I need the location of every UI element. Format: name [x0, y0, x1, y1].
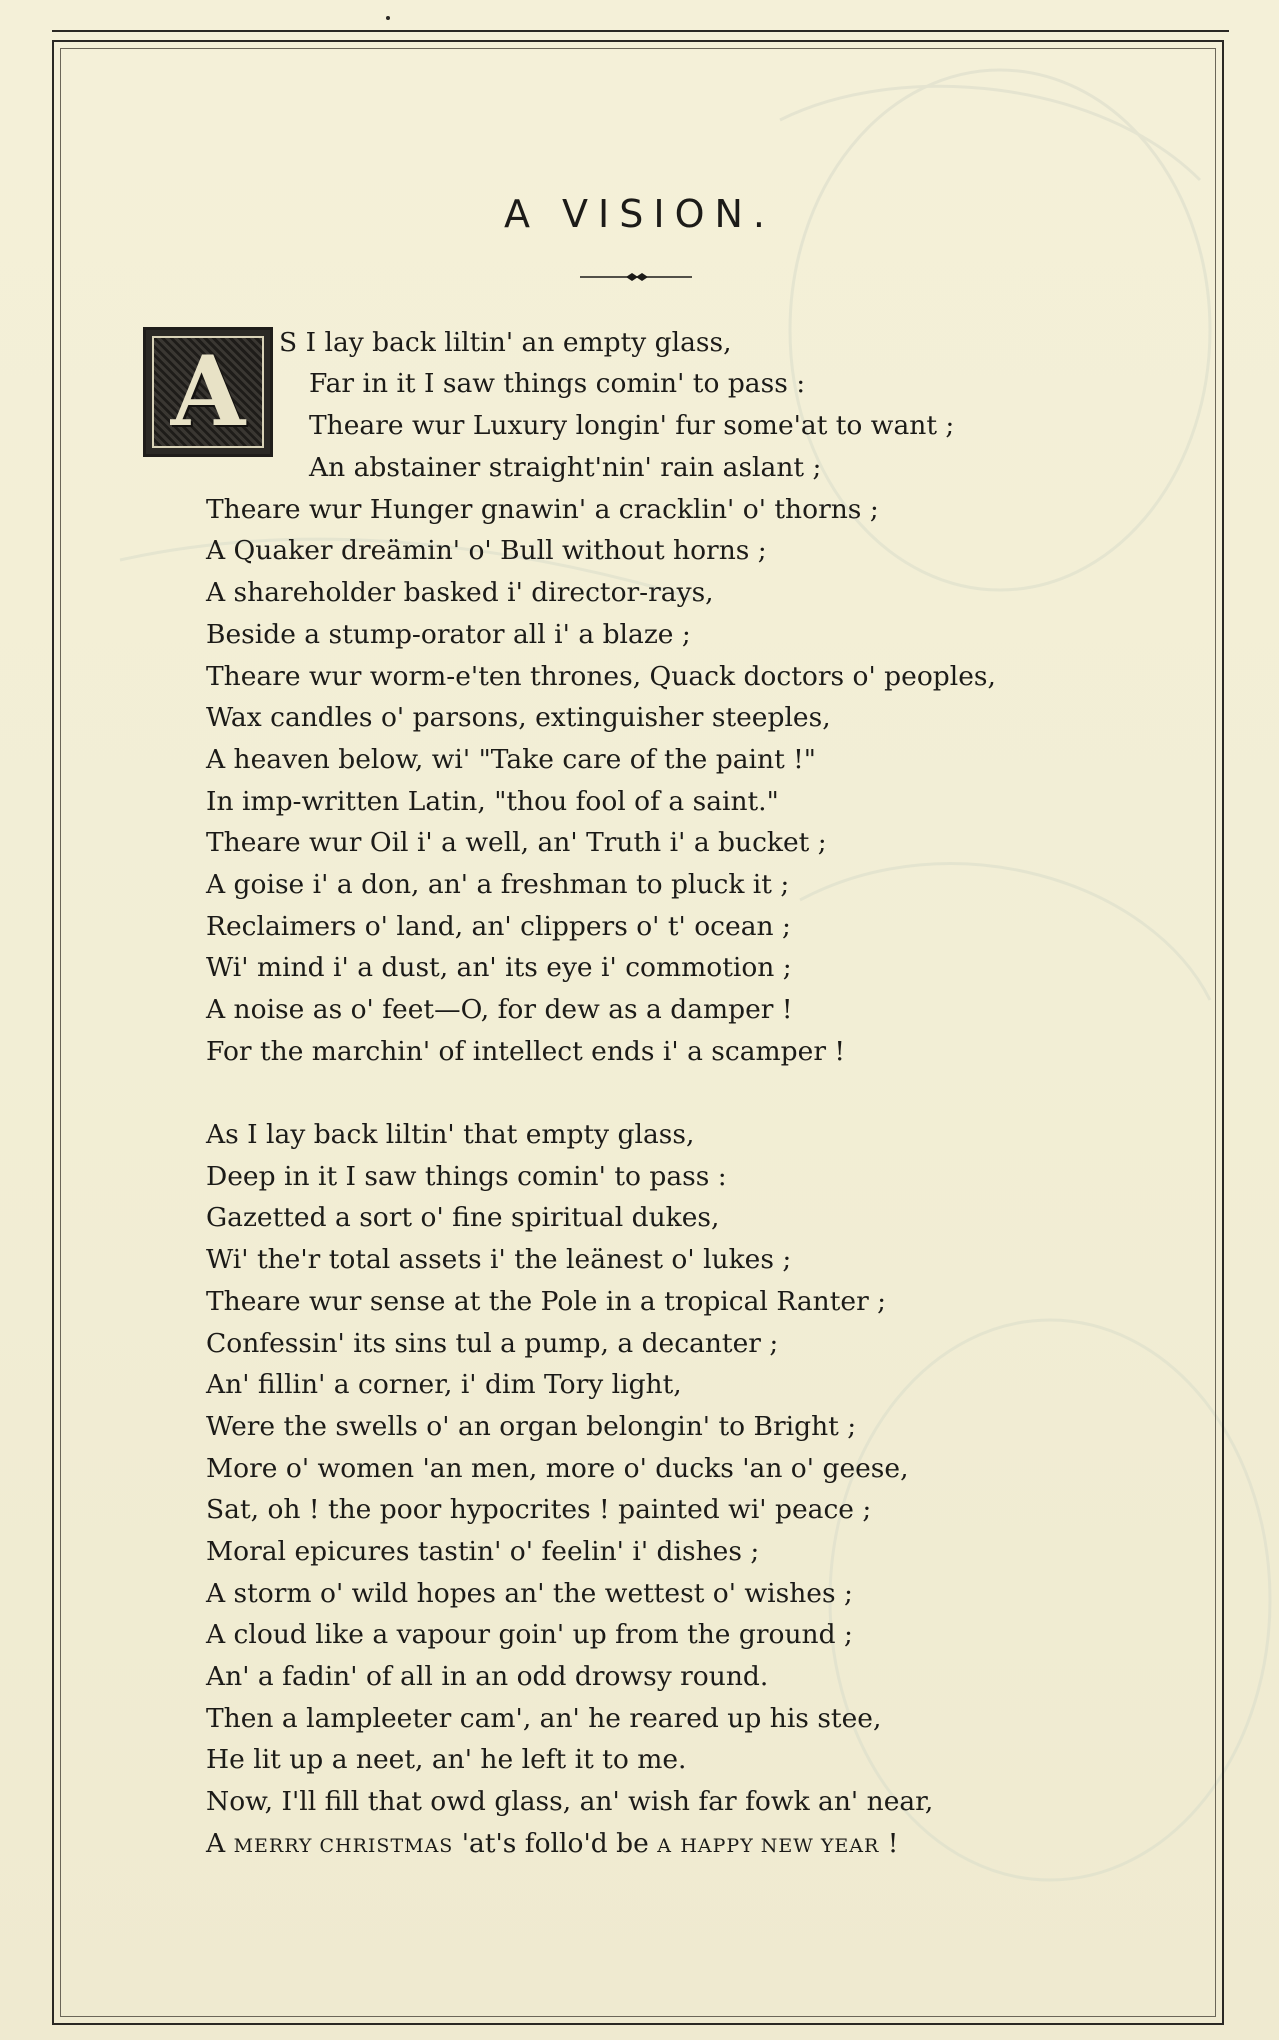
poem-line: Theare wur sense at the Pole in a tropical Ranter ; [206, 1286, 887, 1317]
poem-line: A cloud like a vapour goin' up from the ground ; [206, 1619, 853, 1650]
poem-line: Wi' the'r total assets i' the leänest o' lukes ; [206, 1244, 792, 1275]
page-title: A VISION. [503, 192, 776, 236]
final-a: A [206, 1828, 226, 1859]
poem-line: Beside a stump-orator all i' a blaze ; [206, 619, 691, 650]
poem-line: An' fillin' a corner, i' dim Tory light, [206, 1369, 682, 1400]
poem-line: S I lay back liltin' an empty glass, [279, 327, 732, 358]
poem-line: A shareholder basked i' director-rays, [206, 577, 714, 608]
poem-line: A heaven below, wi' "Take care of the paint !" [206, 744, 816, 775]
poem-line: Wax candles o' parsons, extinguisher steeples, [206, 702, 831, 733]
poem-line: A storm o' wild hopes an' the wettest o' wishes ; [206, 1578, 853, 1609]
poem-line: Deep in it I saw things comin' to pass : [206, 1161, 727, 1192]
top-dot-mark [386, 16, 390, 20]
final-end: ! [879, 1828, 899, 1859]
poem-line: In imp-written Latin, "thou fool of a saint." [206, 786, 779, 817]
poem-line: Gazetted a sort o' fine spiritual dukes, [206, 1202, 720, 1233]
poem-line: Then a lampleeter cam', an' he reared up his stee, [206, 1703, 882, 1734]
poem-line: Wi' mind i' a dust, an' its eye i' commotion ; [206, 952, 792, 983]
poem-line: More o' women 'an men, more o' ducks 'an o' geese, [206, 1453, 909, 1484]
poem-line: A Quaker dreämin' o' Bull without horns ; [206, 535, 767, 566]
poem-line: Theare wur Oil i' a well, an' Truth i' a bucket ; [206, 827, 827, 858]
poem-line: Sat, oh ! the poor hypocrites ! painted wi' peace ; [206, 1494, 872, 1525]
poem-line: He lit up a neet, an' he left it to me. [206, 1744, 687, 1775]
poem-line: Theare wur Luxury longin' fur some'at to want ; [309, 410, 955, 441]
poem-line: An' a fadin' of all in an odd drowsy round. [206, 1661, 769, 1692]
poem-line: Confessin' its sins tul a pump, a decanter ; [206, 1328, 779, 1359]
poem-line: Theare wur Hunger gnawin' a cracklin' o' thorns ; [206, 494, 879, 525]
poem-line: A goise i' a don, an' a freshman to pluck it ; [206, 869, 790, 900]
poem-line: An abstainer straight'nin' rain aslant ; [309, 452, 822, 483]
poem-line: Now, I'll fill that owd glass, an' wish far fowk an' near, [206, 1786, 934, 1817]
poem-line: For the marchin' of intellect ends i' a scamper ! [206, 1036, 846, 1067]
poem-line: Theare wur worm-e'ten thrones, Quack doctors o' peoples, [206, 661, 996, 692]
poem-line: Reclaimers o' land, an' clippers o' t' ocean ; [206, 911, 791, 942]
poem-line: Far in it I saw things comin' to pass : [309, 368, 806, 399]
final-middle: 'at's follo'd be [453, 1828, 658, 1859]
top-rule [52, 30, 1229, 32]
poem-line: Moral epicures tastin' o' feelin' i' dishes ; [206, 1536, 760, 1567]
title-ornament [580, 270, 692, 284]
dropcap-letter: A [170, 335, 246, 448]
poem-line: As I lay back liltin' that empty glass, [206, 1119, 695, 1150]
happy-new-year-smallcaps: HAPPY NEW YEAR [680, 1835, 880, 1857]
merry-christmas-smallcaps: MERRY CHRISTMAS [233, 1835, 454, 1857]
poem-line: A noise as o' feet—O, for dew as a damper ! [206, 994, 793, 1025]
dropcap-pattern [152, 336, 264, 448]
poem-line: Were the swells o' an organ belongin' to Bright ; [206, 1411, 857, 1442]
ornamental-dropcap [143, 327, 273, 457]
final-a-smallcaps: A [657, 1835, 672, 1857]
poem-final-line [206, 1823, 898, 1868]
